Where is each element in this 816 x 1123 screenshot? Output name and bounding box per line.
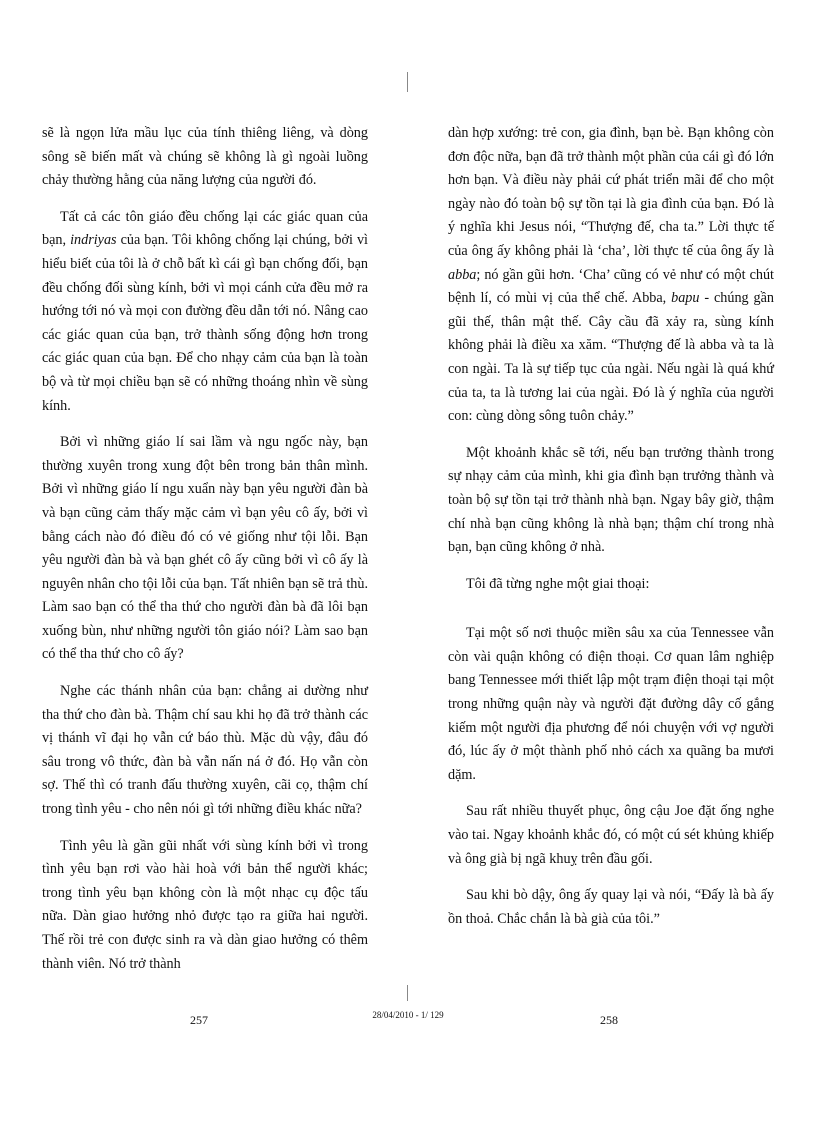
paragraph: sẽ là ngọn lửa mầu lục của tính thiêng liêng, và dòng sông sẽ biến mất và chúng sẽ không là gì ngoài luồng chảy thường hằng của năng lượng của người đó. — [42, 125, 368, 189]
paragraph: Sau khi bò dậy, ông ấy quay lại và nói, “Đấy là bà ấy ồn thoả. Chắc chắn là bà già của tôi.” — [448, 887, 774, 927]
paragraph: Tôi đã từng nghe một giai thoại: — [466, 575, 650, 592]
paragraph: Bởi vì những giáo lí sai lầm và ngu ngốc này, bạn thường xuyên trong xung đột bên trong bản thân mình. Bởi vì những giáo lí ngu xuẩn này bạn yêu người đàn bà và bạn cũng cảm thấy mặc cảm vì bạn yêu cô ấy, bởi vì bằng cách nào đó điều đó có vẻ giống như tội lỗi. Bạn yêu người đàn bà và bạn ghét cô ấy cũng bởi vì cô ấy là nguyên nhân cho tội lỗi của bạn. Tất nhiên bạn sẽ trả thù. Làm sao bạn có thể tha thứ cho người đàn bà đã lôi bạn xuống bùn, như những người tôn giáo nói? Làm sao bạn có thể tha thứ cho cô ấy? — [42, 434, 368, 663]
paragraph: Tình yêu là gần gũi nhất với sùng kính bởi vì trong tình yêu bạn rơi vào hài hoà với bản thể người khác; trong tình yêu bạn không còn là một nhạc cụ độc tấu nữa. Dàn giao hưởng nhỏ được tạo ra giữa hai người. Thế rồi trẻ con được sinh ra và dàn giao hưởng có thêm thành viên. Nó trở thành — [42, 837, 368, 972]
page-number-right: 258 — [600, 1013, 618, 1027]
paragraph: Tất cả các tôn giáo đều chống lại các giác quan của bạn, indriyas của bạn. Tôi không chống lại chúng, bởi vì hiểu biết của tôi là ở chỗ bất kì cái gì bạn chống đối, bạn đều chống đối sùng kính, bởi vì mọi cánh cửa đều mở ra hướng tới nó và mọi con đường đều dẫn tới nó. Nâng cao các giác quan của bạn, trở thành sống động hơn trong các giác quan của bạn. Để cho nhạy cảm của bạn là toàn bộ và từ mọi chiều bạn sẽ có những thoáng nhìn về sùng kính. — [42, 208, 368, 414]
center-divider-bottom — [407, 985, 408, 1001]
paragraph: Sau rất nhiều thuyết phục, ông cậu Joe đặt ống nghe vào tai. Ngay khoảnh khắc đó, có một cú sét khủng khiếp và ông già bị ngã khuỵ trên đầu gối. — [448, 803, 774, 867]
page-number-left: 257 — [190, 1013, 208, 1027]
paragraph: dàn hợp xướng: trẻ con, gia đình, bạn bè. Bạn không còn đơn độc nữa, bạn đã trở thành một phần của cái gì đó lớn hơn bạn. Và điều này phải cứ phát triển mãi để cho một ngày nào đó toàn bộ sự tồn tại là gia đình của bạn. Đó là ý nghĩa khi Jesus nói, “Thượng đế, cha ta.” Lời thực tế của ông ấy không phải là ‘cha’, lời thực tế của ông ấy là abba; nó gần gũi hơn. ‘Cha’ cũng có vẻ như có một chút bệnh lí, có mùi vị của thể chế. Abba, bapu - chúng gần gũi thế, thân mật thế. Cây cầu đã xảy ra, sùng kính không phải là điều xa xăm. “Thượng đế là abba và ta là con ngài. Ta là sự tiếp tục của ngài. Nếu ngài là quá khứ của ta, ta là tương lai của ngài. Đó là ý nghĩa của người con: cùng dòng sông tuôn chảy.” — [448, 125, 774, 425]
paragraph: Tại một số nơi thuộc miền sâu xa của Tennessee vẫn còn vài quận không có điện thoại. Cơ quan lâm nghiệp bang Tennessee mới thiết lập một trạm điện thoại tại một trong những quận này và người đặt đường dây cố gắng kiếm một người địa phương để nói chuyện với vợ người đó, lúc ấy ở một thành phố nhỏ cách xa quãng ba mươi dặm. — [448, 625, 774, 783]
paragraph: Nghe các thánh nhân của bạn: chẳng ai dường như tha thứ cho đàn bà. Thậm chí sau khi họ đã trở thành các vị thánh vĩ đại họ vẫn cứ báo thù. Mặc dù vậy, đâu đó sâu trong vô thức, đàn bà vẫn nấn ná ở đó. Họ vẫn còn sợ. Thế thì có tranh đấu thường xuyên, cãi cọ, thậm chí trong tình yêu - cho nên nói gì tới những điều khác nữa? — [42, 683, 368, 818]
left-page-text — [42, 122, 368, 989]
paragraph: Một khoảnh khắc sẽ tới, nếu bạn trưởng thành trong sự nhạy cảm của mình, khi gia đình bạn trưởng thành và toàn bộ sự tồn tại trở thành nhà bạn. Ngay bây giờ, thậm chí nhà bạn cũng không là nhà bạn; thậm chí trong nhà bạn, bạn cũng không ở nhà. — [448, 444, 774, 556]
center-divider-top — [407, 72, 408, 92]
footer-date: 28/04/2010 - 1/ 129 — [372, 1010, 444, 1020]
right-page-text — [448, 122, 774, 944]
